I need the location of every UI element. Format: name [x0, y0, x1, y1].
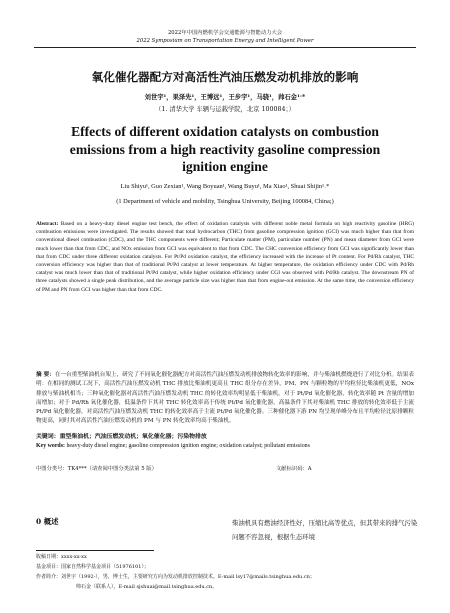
keywords-cn [36, 432, 414, 441]
keywords-en-text: heavy-duty diesel engine; gasoline compression ignition engine; oxidation catalyst; pollutant emissions [66, 443, 310, 449]
affiliation-en: (1 Department of vehicle and mobility, Tsinghua University, Beijing 100084, China;) [116, 198, 334, 205]
abstract-en [36, 220, 414, 294]
title-en-line: emissions from a high reactivity gasoline compression [69, 141, 381, 157]
footnote-received: 收稿日期：xxxx-xx-xx [36, 554, 87, 560]
section-heading: 0 概述 [36, 517, 59, 526]
abstract-en-text: Based on a heavy-duty diesel engine test bench, the effect of oxidation catalysts with different noble metal formula on high reactivity gasoline (HRG) combustion emissions were investigated. The results showed that total hydrocarbon (THC) from gasoline compression ignition (GCI) was much higher than that from conventional diesel combustion (CDC), and the THC components were different; Particulate matter (PM), particulate number (PN) and mean diameter from GCI were much lower than that from CDC, and NOx emission from GCI was equivalent to that from CDC. The CHC conversion efficiency from GCI was significantly lower than that from CDC under three different oxidation catalysts. For Pt/Pd oxidation catalyst, the efficiency increased with the increase of Pt content. For Pd/Rh catalyst, THC conversion efficiency was higher than that of traditional Pt/Pd catalyst at lower temperature. At higher temperature, the oxidation efficiency under CDC with Pd/Rh catalyst was much lower than that of traditional Pt/Pd catalyst, while higher oxidation efficiency under CGI was observed with Pd/Rh catalyst. The downstream PN of three catalysts showed a single peak distribution, and the average particle size was higher than that from engine-out emission. At the same time, the conversion efficiency of PM and PN from GCI was higher than that from CDC. [36, 221, 415, 293]
body-paragraph: 柴油机具有燃油经济性好，压缩比高等优点，但其带来的排气污染问题不容忽视，根据生态环境 [232, 519, 418, 541]
header-rule [34, 47, 416, 48]
footnote-contact: 帅石金（联系人），E-mail sjshuai@mail.tsinghua.edu.cn。 [76, 584, 218, 590]
abstract-cn-label: 摘 要： [36, 372, 55, 378]
conference-header-cn: 2022年中国内燃机学会交通能源与智能动力大会 [167, 30, 283, 36]
title-en-line: Effects of different oxidation catalysts on combustion [71, 124, 379, 139]
authors-cn: 刘世宇¹，果泽先¹，王博远¹，王步宇¹，马骁¹，帅石金¹˒* [144, 94, 306, 101]
document-code: 文献标识码：A [276, 466, 312, 472]
keywords-cn-text: 重型柴油机；汽油压燃发动机；氧化催化器；污染物排放 [59, 433, 207, 440]
footnote-funding: 基金项目：国家自然科学基金项目（51976101）； [36, 564, 149, 570]
paper-title-cn: 氧化催化器配方对高活性汽油压燃发动机排放的影响 [91, 70, 359, 84]
footnote-author-bio: 作者简介：刘世宇（1992-），男，博士生，主要研究方向为发动机排放控制技术。E-mail lsy17@mails.tsinghua.edu.cn； [36, 574, 315, 580]
conference-header-en: 2022 Symposium on Transportation Energy and Intelligent Power [136, 38, 314, 44]
footnote-rule [36, 550, 154, 551]
abstract-cn [36, 371, 414, 427]
keywords-en [36, 442, 414, 451]
authors-en: Liu Shiyu¹, Guo Zexian¹, Wang Boyuan¹, Wang Buyu¹, Ma Xiao¹, Shuai Shijin¹˒* [120, 183, 330, 190]
abstract-en-label: Abstract: [36, 221, 59, 227]
paper-title-en [0, 123, 450, 176]
affiliation-cn: （1. 清华大学 车辆与运载学院，北京 100084；） [155, 106, 295, 113]
abstract-cn-text: 在一台重型柴油机台架上，研究了不同氧化催化器配方对高活性汽油压燃发动机排放物转化效率的影响，并与柴油机燃烧进行了对比分析。结果表明：在相同的测试工况下，高活性汽油压燃发动机 THC 排放比柴油机更高且 THC 组分存在差异，PM、PN 与颗粒物的平均粒径比柴油机更低，NOx 排放与柴油机相当；三种氧化催化器对高活性汽油压燃发动机 THC 的转化效率均明显低于柴油机。对于 Pt/Pd 氧化催化器，转化效率随 Pt 含量的增加而增加；对于 Pd/Rh 氧化催化器，低温条件下其对 THC 转化效率高于传统 Pt/Pd 氧化催化器，高温条件下其对柴油机 THC 排放的转化效率低于主流 Pt/Pd 氧化催化器，对高活性汽油压燃发动机 THC 的转化效率高于主流 Pt/Pd 氧化催化器。三种催化器下游 PN 均呈现单峰分布且平均粒径比原排颗粒物更高，同时其对高活性汽油压燃发动机的 PM 与 PN 转化效率均高于柴油机。 [36, 372, 414, 425]
title-en-line: ignition engine [182, 159, 268, 174]
keywords-en-label: Key words: [36, 443, 65, 449]
classification-number: 中图分类号：TK4***（请查阅中图分类法第 5 版） [36, 466, 157, 472]
keywords-cn-label: 关键词： [36, 433, 60, 440]
